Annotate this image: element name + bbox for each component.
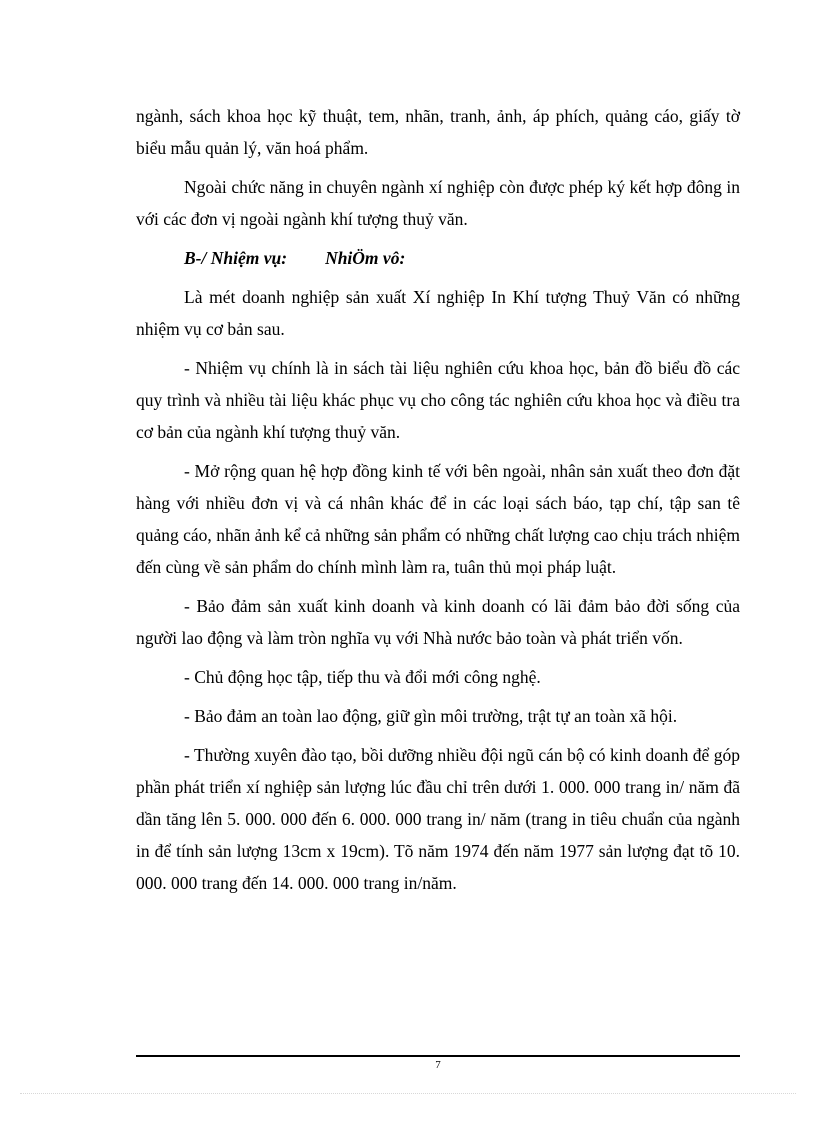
section-heading-label: B-/ Nhiệm vụ:: [184, 248, 288, 268]
list-item-safety: - Bảo đảm an toàn lao động, giữ gìn môi trường, trật tự an toàn xã hội.: [184, 706, 678, 726]
paragraph-continuation: ngành, sách khoa học kỹ thuật, tem, nhãn, tranh, ảnh, áp phích, quảng cáo, giấy tờ biểu mẫu quản lý, văn hoá phẩm.: [136, 106, 740, 158]
list-item-economic-contracts: - Mở rộng quan hệ hợp đồng kinh tế với bên ngoài, nhân sản xuất theo đơn đặt hàng với nhiều đơn vị và cá nhân khác để in các loại sách báo, tạp chí, tập san tê quảng cáo, nhãn ảnh kể cả những sản phẩm có những chất lượng cao chịu trách nhiệm đến cùng về sản phẩm do chính mình làm ra, tuân thủ mọi pháp luật.: [136, 461, 740, 577]
list-item-profitability: - Bảo đảm sản xuất kinh doanh và kinh doanh có lãi đảm bảo đời sống của người lao động và làm tròn nghĩa vụ với Nhà nước bảo toàn và phát triển vốn.: [136, 596, 740, 648]
footer-divider: [136, 1055, 740, 1057]
page-body: [136, 100, 740, 906]
paragraph-printing-functions: Ngoài chức năng in chuyên ngành xí nghiệp còn được phép ký kết hợp đông in với các đơn vị ngoài ngành khí tượng thuỷ văn.: [136, 177, 740, 229]
paragraph-intro-duties: Là mét doanh nghiệp sản xuất Xí nghiệp In Khí tượng Thuỷ Văn có những nhiệm vụ cơ bản sau.: [136, 287, 740, 339]
page-bottom-border: [20, 1093, 796, 1094]
list-item-technology: - Chủ động học tập, tiếp thu và đổi mới công nghệ.: [184, 667, 541, 687]
list-item-main-duty: - Nhiệm vụ chính là in sách tài liệu nghiên cứu khoa học, bản đồ biểu đồ các quy trình và nhiều tài liệu khác phục vụ cho công tác nghiên cứu khoa học và điều tra cơ bản của ngành khí tượng thuỷ văn.: [136, 358, 740, 442]
section-heading: [136, 242, 740, 274]
section-heading-label-alt: NhiÖm vô:: [325, 248, 406, 268]
list-item-training-output: - Thường xuyên đào tạo, bồi dưỡng nhiều đội ngũ cán bộ có kinh doanh để góp phần phát triển xí nghiệp sản lượng lúc đầu chỉ trên dưới 1. 000. 000 trang in/ năm đã dần tăng lên 5. 000. 000 đến 6. 000. 000 trang in/ năm (trang in tiêu chuẩn của ngành in để tính sản lượng 13cm x 19cm). Tõ năm 1974 đến năm 1977 sản lượng đạt tõ 10. 000. 000 trang đến 14. 000. 000 trang in/năm.: [136, 745, 740, 893]
page-number: 7: [435, 1059, 441, 1071]
